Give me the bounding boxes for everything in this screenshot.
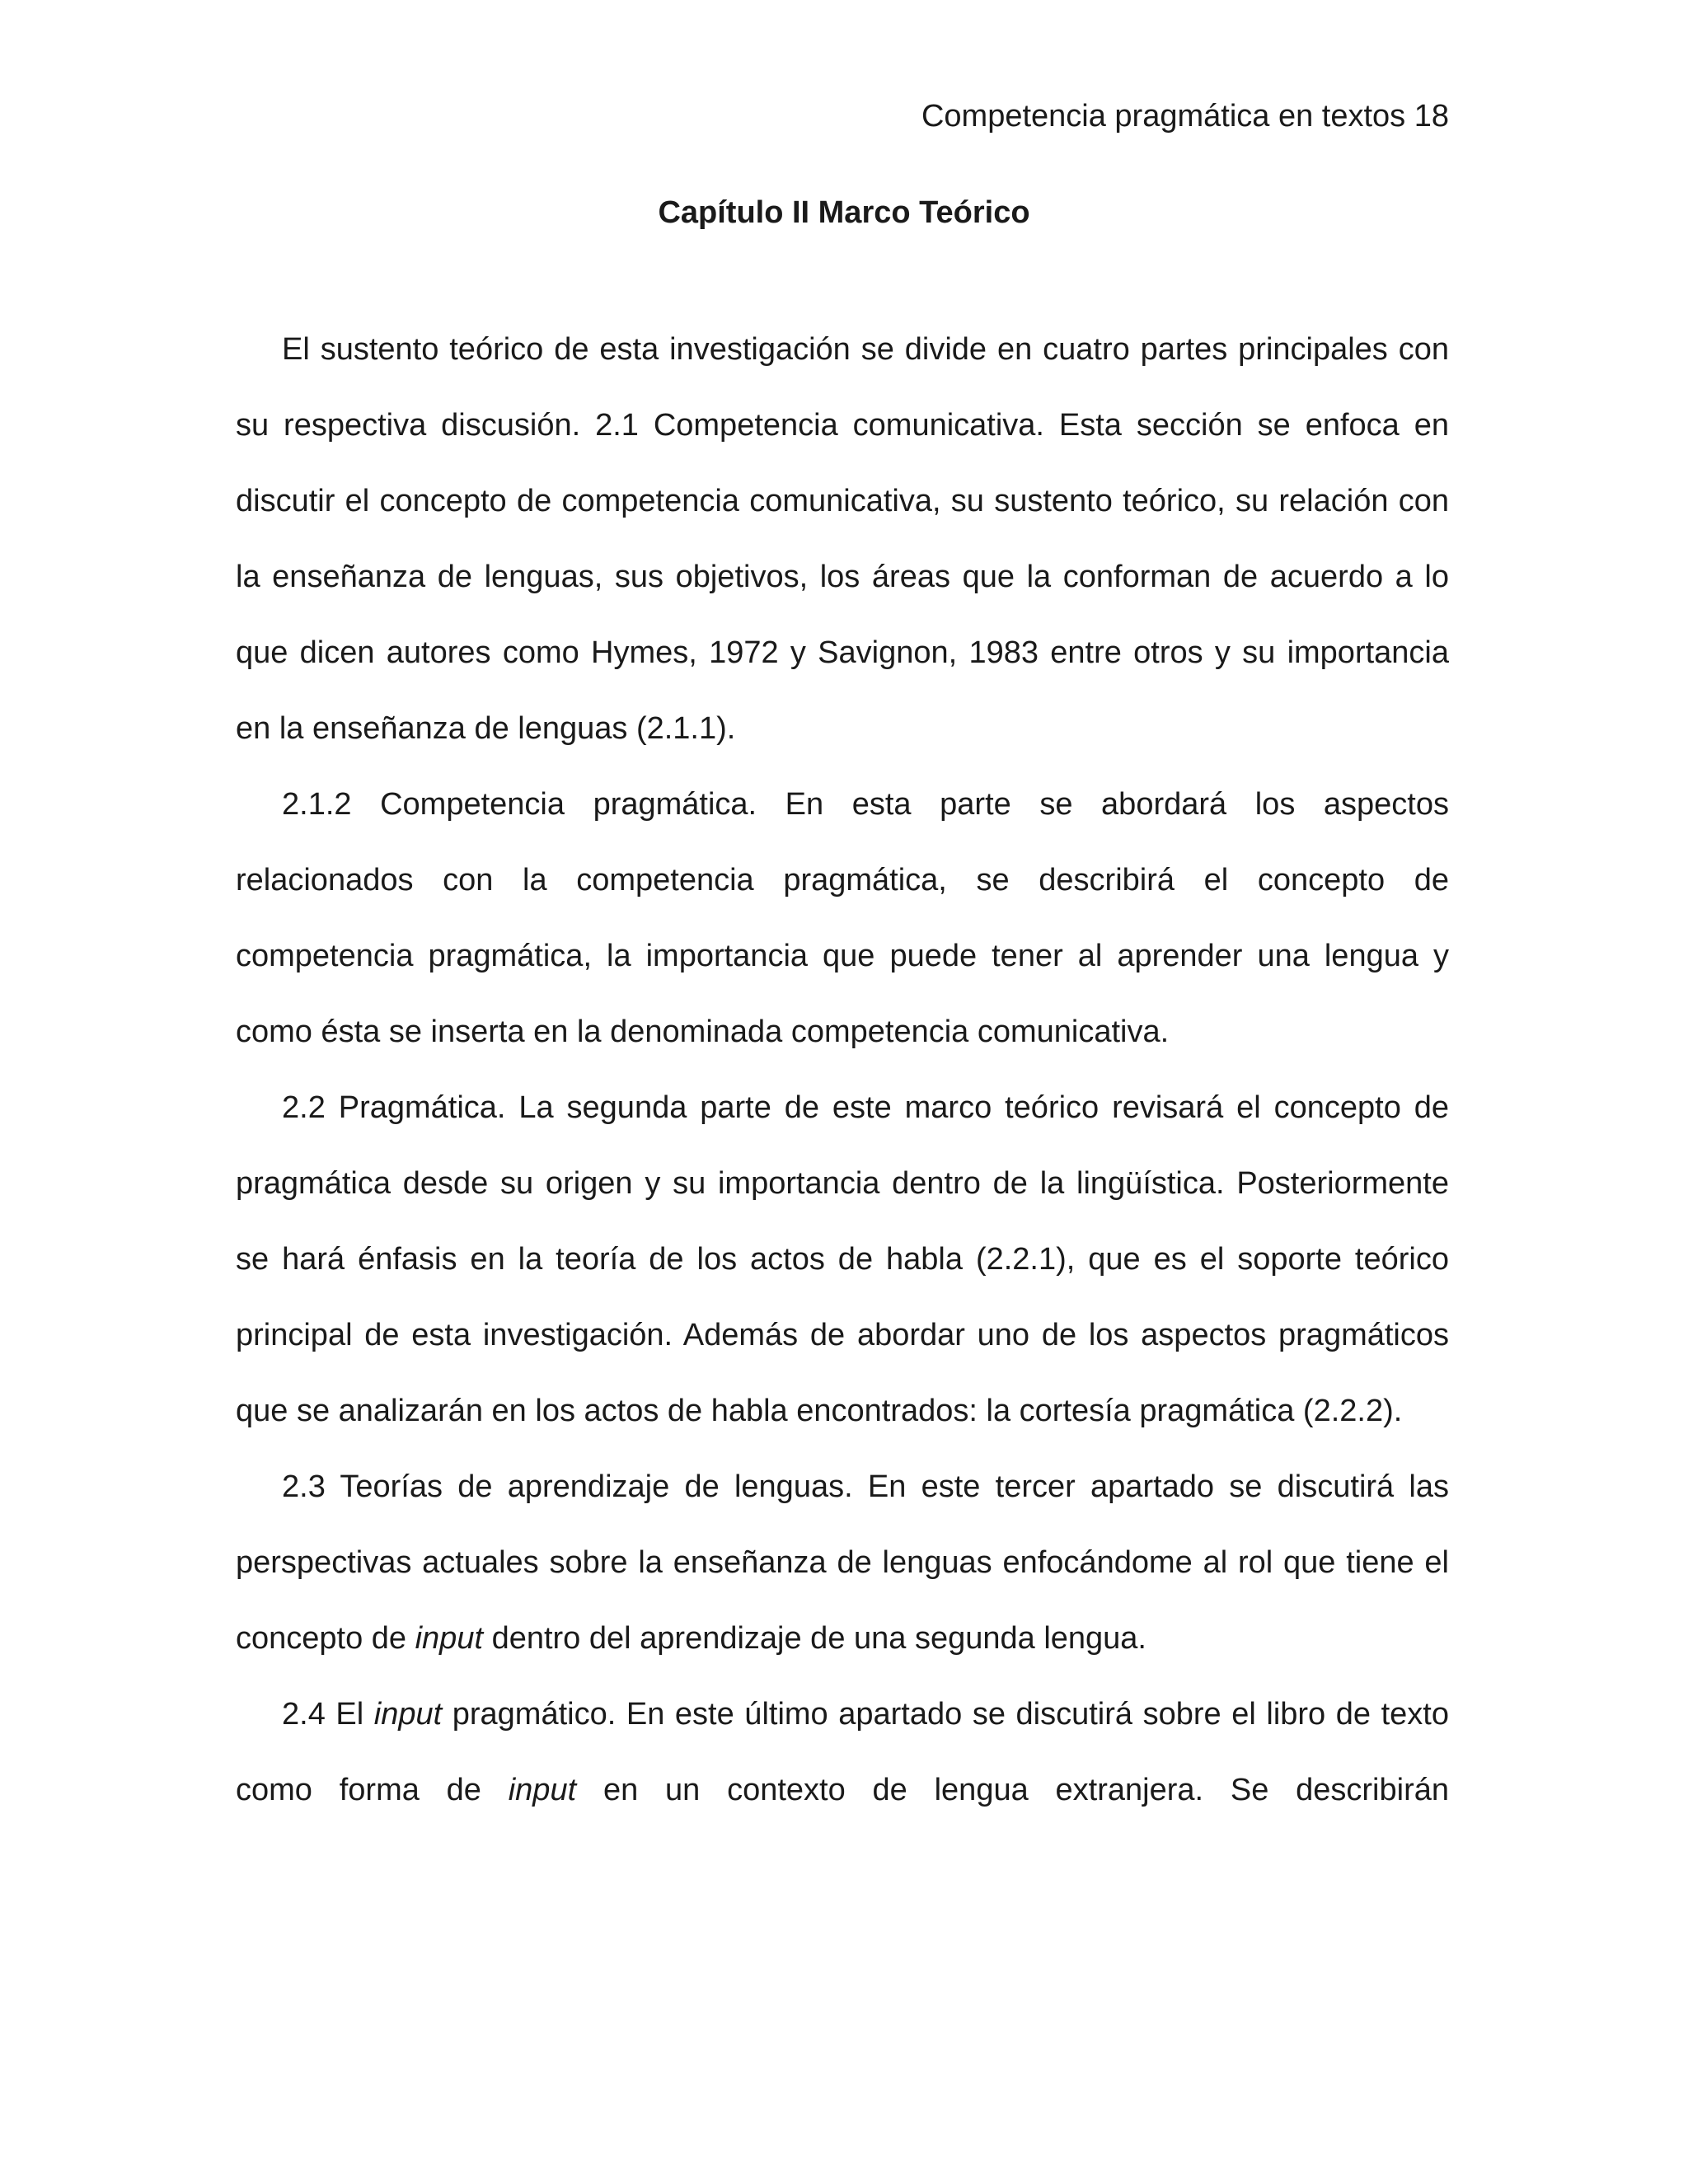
paragraph-learning-theories-text-2: dentro del aprendizaje de una segunda lengua.: [483, 1621, 1146, 1656]
paragraph-pragmatic-input-text-2: pragmático. En este último apartado se discutirá sobre el libro de texto como forma de: [236, 1697, 1449, 1807]
paragraph-pragmatics: 2.2 Pragmática. La segunda parte de este marco teórico revisará el concepto de pragmática desde su origen y su importancia dentro de la lingüística. Posteriormente se hará énfasis en la teoría de los actos de habla (2.2.1), que es el soporte teórico principal de esta investigación. Además de abordar uno de los aspectos pragmáticos que se analizarán en los actos de habla encontrados: la cortesía pragmática (2.2.2).: [236, 1090, 1449, 1428]
paragraph-intro: El sustento teórico de esta investigación se divide en cuatro partes principales con su respectiva discusión. 2.1 Competencia comunicativa. Esta sección se enfoca en discutir el concepto de competencia comunicativa, su sustento teórico, su relación con la enseñanza de lenguas, sus objetivos, los áreas que la conforman de acuerdo a lo que dicen autores como Hymes, 1972 y Savignon, 1983 entre otros y su importancia en la enseñanza de lenguas (2.1.1).: [236, 332, 1449, 746]
paragraph-pragmatic-input: [236, 1676, 1449, 1828]
chapter-title: Capítulo II Marco Teórico: [658, 195, 1030, 230]
input-term: input: [415, 1621, 484, 1656]
paragraph-learning-theories: [236, 1449, 1449, 1676]
paragraph-pragmatic-competence: 2.1.2 Competencia pragmática. En esta parte se abordará los aspectos relacionados con la competencia pragmática, se describirá el concepto de competencia pragmática, la importancia que puede tener al aprender una lengua y como ésta se inserta en la denominada competencia comunicativa.: [236, 787, 1449, 1049]
running-head: Competencia pragmática en textos 18: [921, 99, 1449, 134]
paragraph-pragmatic-input-text-3: en un contexto de lengua extranjera. Se describirán: [576, 1773, 1449, 1807]
paragraph-pragmatic-input-text-1: 2.4 El: [282, 1697, 374, 1732]
body-text: [236, 312, 1449, 1828]
input-term: input: [508, 1773, 577, 1807]
paragraph-learning-theories-text-1: 2.3 Teorías de aprendizaje de lenguas. En este tercer apartado se discutirá las perspectivas actuales sobre la enseñanza de lenguas enfocándome al rol que tiene el concepto de: [236, 1469, 1449, 1656]
input-term: input: [373, 1697, 443, 1732]
